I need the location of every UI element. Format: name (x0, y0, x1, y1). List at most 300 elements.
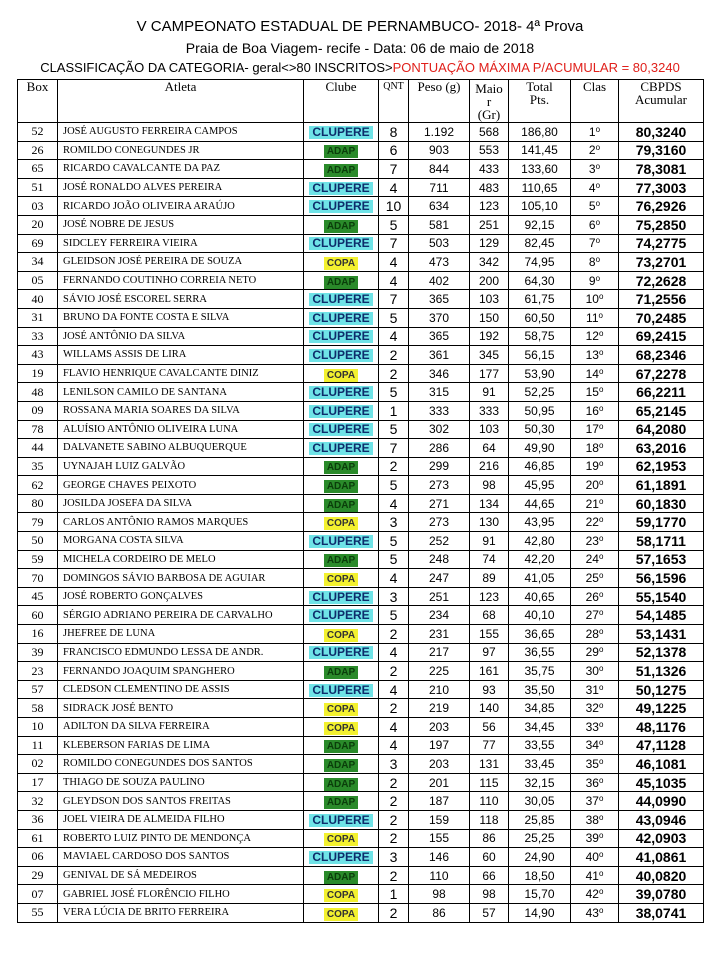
cell-cbpds: 65,2145 (619, 401, 704, 420)
cell-qnt: 3 (379, 755, 409, 774)
col-header-total-l2: Pts. (529, 92, 550, 107)
cell-total: 25,85 (509, 810, 571, 829)
cell-clas (571, 439, 619, 458)
cell-maior: 115 (470, 773, 509, 792)
table-row (18, 606, 704, 625)
cell-total: 92,15 (509, 215, 571, 234)
table-row (18, 420, 704, 439)
club-badge: COPA (324, 722, 358, 735)
cell-peso: 370 (409, 308, 470, 327)
cell-peso: 197 (409, 736, 470, 755)
cell-clube (304, 197, 379, 216)
ordinal-mark: o (598, 571, 604, 581)
cell-clas (571, 587, 619, 606)
cell-cbpds: 77,3003 (619, 178, 704, 197)
cell-cbpds: 49,1225 (619, 699, 704, 718)
cell-peso: 473 (409, 253, 470, 272)
cell-clas (571, 290, 619, 309)
cell-clube (304, 532, 379, 551)
cell-peso: 333 (409, 401, 470, 420)
cell-cbpds: 59,1770 (619, 513, 704, 532)
cell-cbpds: 75,2850 (619, 215, 704, 234)
cell-clube (304, 885, 379, 904)
cell-clas (571, 494, 619, 513)
table-row (18, 587, 704, 606)
cell-cbpds: 50,1275 (619, 680, 704, 699)
club-badge: ADAP (324, 164, 358, 177)
cell-total: 133,60 (509, 160, 571, 179)
cell-box: 11 (18, 736, 58, 755)
cell-box: 29 (18, 866, 58, 885)
club-badge: ADAP (324, 220, 358, 233)
col-header-maior-l2: r (486, 93, 492, 109)
cell-box: 23 (18, 662, 58, 681)
cell-atleta: VERA LÚCIA DE BRITO FERREIRA (58, 903, 304, 922)
cell-maior: 150 (470, 308, 509, 327)
cell-peso: 203 (409, 755, 470, 774)
cell-total: 35,75 (509, 662, 571, 681)
cell-clube (304, 643, 379, 662)
cell-clube (304, 680, 379, 699)
ordinal-mark: o (598, 403, 604, 413)
cell-clube (304, 587, 379, 606)
cell-peso: 711 (409, 178, 470, 197)
cell-atleta: JOSÉ ANTÔNIO DA SILVA (58, 327, 304, 346)
cell-clas (571, 271, 619, 290)
cell-clas (571, 866, 619, 885)
clas-number: 11 (586, 310, 599, 325)
cell-atleta: MORGANA COSTA SILVA (58, 532, 304, 551)
table-row (18, 160, 704, 179)
cell-box: 43 (18, 346, 58, 365)
cell-maior: 129 (470, 234, 509, 253)
cell-maior: 60 (470, 848, 509, 867)
cell-total: 44,65 (509, 494, 571, 513)
cell-cbpds: 57,1653 (619, 550, 704, 569)
clas-number: 27 (585, 608, 599, 623)
clas-number: 20 (585, 478, 599, 493)
clas-number: 25 (585, 571, 599, 586)
club-badge: ADAP (324, 796, 358, 809)
cell-box: 20 (18, 215, 58, 234)
table-row (18, 383, 704, 402)
cell-clas (571, 755, 619, 774)
cell-box: 36 (18, 810, 58, 829)
table-row (18, 866, 704, 885)
cell-cbpds: 63,2016 (619, 439, 704, 458)
cell-atleta: ROMILDO CONEGUNDES JR (58, 141, 304, 160)
cell-cbpds: 68,2346 (619, 346, 704, 365)
clas-number: 8 (588, 254, 596, 269)
cell-cbpds: 78,3081 (619, 160, 704, 179)
club-badge: CLUPERE (309, 386, 372, 399)
cell-peso: 365 (409, 290, 470, 309)
category-line (0, 60, 720, 75)
clas-number: 12 (585, 329, 599, 344)
cell-box: 55 (18, 903, 58, 922)
ordinal-mark: o (598, 738, 604, 748)
cell-clube (304, 699, 379, 718)
cell-maior: 110 (470, 792, 509, 811)
table-row (18, 662, 704, 681)
ordinal-mark: o (595, 143, 601, 153)
ordinal-mark: o (598, 366, 604, 376)
col-header-qnt: QNT (379, 80, 409, 123)
cell-box: 06 (18, 848, 58, 867)
clas-number: 18 (585, 440, 599, 455)
club-badge: CLUPERE (309, 684, 372, 697)
cell-box: 79 (18, 513, 58, 532)
table-row (18, 123, 704, 142)
cell-clas (571, 141, 619, 160)
cell-qnt: 2 (379, 773, 409, 792)
cell-cbpds: 44,0990 (619, 792, 704, 811)
cell-cbpds: 60,1830 (619, 494, 704, 513)
table-row (18, 253, 704, 272)
club-badge: COPA (324, 257, 358, 270)
cell-qnt: 1 (379, 401, 409, 420)
col-header-maior-l1: Maio (475, 80, 503, 96)
cell-maior: 131 (470, 755, 509, 774)
clas-number: 39 (585, 831, 599, 846)
cell-clube (304, 569, 379, 588)
cell-cbpds: 47,1128 (619, 736, 704, 755)
cell-maior: 345 (470, 346, 509, 365)
cell-peso: 273 (409, 513, 470, 532)
cell-box: 39 (18, 643, 58, 662)
cell-maior: 130 (470, 513, 509, 532)
cell-box: 31 (18, 308, 58, 327)
cell-atleta: FERNANDO COUTINHO CORREIA NETO (58, 271, 304, 290)
cell-maior: 118 (470, 810, 509, 829)
cell-cbpds: 70,2485 (619, 308, 704, 327)
clas-number: 30 (585, 664, 599, 679)
cell-clube (304, 420, 379, 439)
club-badge: ADAP (324, 499, 358, 512)
cell-atleta: FRANCISCO EDMUNDO LESSA DE ANDR. (58, 643, 304, 662)
club-badge: COPA (324, 833, 358, 846)
club-badge: ADAP (324, 759, 358, 772)
table-row (18, 625, 704, 644)
ordinal-mark: o (598, 385, 604, 395)
cell-total: 24,90 (509, 848, 571, 867)
cell-total: 42,80 (509, 532, 571, 551)
cell-box: 19 (18, 364, 58, 383)
table-row (18, 699, 704, 718)
cell-qnt: 5 (379, 215, 409, 234)
club-badge: CLUPERE (309, 126, 372, 139)
cell-atleta: DALVANETE SABINO ALBUQUERQUE (58, 439, 304, 458)
club-badge: CLUPERE (309, 237, 372, 250)
cell-peso: 187 (409, 792, 470, 811)
cell-atleta: SIDRACK JOSÉ BENTO (58, 699, 304, 718)
cell-peso: 234 (409, 606, 470, 625)
table-row (18, 550, 704, 569)
cell-maior: 140 (470, 699, 509, 718)
clas-number: 4 (588, 180, 596, 195)
clas-number: 13 (585, 347, 599, 362)
club-badge: CLUPERE (309, 423, 372, 436)
clas-number: 28 (585, 626, 599, 641)
cell-atleta: JOSÉ NOBRE DE JESUS (58, 215, 304, 234)
cell-clas (571, 643, 619, 662)
cell-total: 35,50 (509, 680, 571, 699)
cell-clube (304, 718, 379, 737)
cell-peso: 315 (409, 383, 470, 402)
clas-number: 26 (585, 589, 599, 604)
cell-total: 50,95 (509, 401, 571, 420)
cell-clube (304, 755, 379, 774)
cell-atleta: FERNANDO JOAQUIM SPANGHERO (58, 662, 304, 681)
ordinal-mark: o (598, 347, 604, 357)
table-row (18, 234, 704, 253)
cell-maior: 93 (470, 680, 509, 699)
cell-atleta: LENILSON CAMILO DE SANTANA (58, 383, 304, 402)
cell-clas (571, 625, 619, 644)
cell-qnt: 3 (379, 848, 409, 867)
cell-box: 69 (18, 234, 58, 253)
cell-maior: 64 (470, 439, 509, 458)
cell-qnt: 1 (379, 885, 409, 904)
cell-box: 16 (18, 625, 58, 644)
cell-box: 62 (18, 476, 58, 495)
ordinal-mark: o (598, 589, 604, 599)
cell-cbpds: 66,2211 (619, 383, 704, 402)
cell-qnt: 4 (379, 736, 409, 755)
cell-total: 30,05 (509, 792, 571, 811)
table-row (18, 364, 704, 383)
cell-qnt: 5 (379, 532, 409, 551)
clas-number: 19 (585, 459, 599, 474)
cell-total: 105,10 (509, 197, 571, 216)
cell-clas (571, 569, 619, 588)
cell-box: 48 (18, 383, 58, 402)
cell-total: 25,25 (509, 829, 571, 848)
cell-total: 41,05 (509, 569, 571, 588)
cell-clube (304, 457, 379, 476)
ordinal-mark: o (595, 217, 601, 227)
clas-number: 37 (585, 794, 599, 809)
cell-qnt: 4 (379, 271, 409, 290)
cell-clas (571, 680, 619, 699)
cell-clas (571, 457, 619, 476)
club-badge: CLUPERE (309, 293, 372, 306)
cell-clube (304, 253, 379, 272)
clas-number: 17 (585, 422, 599, 437)
cell-clube (304, 848, 379, 867)
cell-clube (304, 439, 379, 458)
clas-number: 32 (585, 701, 599, 716)
cell-atleta: ROBERTO LUIZ PINTO DE MENDONÇA (58, 829, 304, 848)
col-header-peso: Peso (g) (409, 80, 470, 123)
cell-peso: 286 (409, 439, 470, 458)
ordinal-mark: o (598, 422, 604, 432)
clas-number: 41 (585, 868, 599, 883)
cell-clube (304, 141, 379, 160)
cell-box: 17 (18, 773, 58, 792)
cell-cbpds: 51,1326 (619, 662, 704, 681)
ordinal-mark: o (595, 161, 601, 171)
cell-atleta: SIDCLEY FERREIRA VIEIRA (58, 234, 304, 253)
cell-clube (304, 550, 379, 569)
table-row (18, 736, 704, 755)
cell-peso: 247 (409, 569, 470, 588)
table-body (18, 123, 704, 923)
cell-qnt: 4 (379, 327, 409, 346)
ordinal-mark: o (598, 496, 604, 506)
ordinal-mark: o (598, 831, 604, 841)
cell-box: 60 (18, 606, 58, 625)
clas-number: 15 (585, 385, 599, 400)
table-row (18, 141, 704, 160)
cell-qnt: 4 (379, 643, 409, 662)
club-badge: CLUPERE (309, 814, 372, 827)
clas-number: 6 (588, 217, 596, 232)
cell-total: 82,45 (509, 234, 571, 253)
clas-number: 35 (585, 756, 599, 771)
club-badge: COPA (324, 908, 358, 921)
cell-total: 36,55 (509, 643, 571, 662)
cell-atleta: ROSSANA MARIA SOARES DA SILVA (58, 401, 304, 420)
table-row (18, 346, 704, 365)
cell-maior: 57 (470, 903, 509, 922)
ordinal-mark: o (598, 756, 604, 766)
table-row (18, 792, 704, 811)
cell-qnt: 7 (379, 160, 409, 179)
results-table (17, 79, 704, 923)
cell-peso: 219 (409, 699, 470, 718)
cell-maior: 483 (470, 178, 509, 197)
cell-qnt: 4 (379, 494, 409, 513)
category-label: CLASSIFICAÇÃO DA CATEGORIA- geral<>80 INSCRITOS> (40, 60, 393, 75)
cell-cbpds: 67,2278 (619, 364, 704, 383)
cell-cbpds: 79,3160 (619, 141, 704, 160)
cell-box: 44 (18, 439, 58, 458)
cell-clas (571, 308, 619, 327)
cell-atleta: GLEIDSON JOSÉ PEREIRA DE SOUZA (58, 253, 304, 272)
cell-peso: 844 (409, 160, 470, 179)
cell-clas (571, 215, 619, 234)
cell-clas (571, 197, 619, 216)
cell-total: 110,65 (509, 178, 571, 197)
cell-atleta: BRUNO DA FONTE COSTA E SILVA (58, 308, 304, 327)
ordinal-mark: o (598, 533, 604, 543)
cell-maior: 134 (470, 494, 509, 513)
cell-qnt: 4 (379, 718, 409, 737)
col-header-atleta: Atleta (58, 80, 304, 123)
cell-peso: 346 (409, 364, 470, 383)
cell-cbpds: 69,2415 (619, 327, 704, 346)
col-header-clas: Clas (571, 80, 619, 123)
cell-clube (304, 625, 379, 644)
cell-clube (304, 290, 379, 309)
cell-clube (304, 810, 379, 829)
cell-clas (571, 346, 619, 365)
table-row (18, 215, 704, 234)
cell-box: 51 (18, 178, 58, 197)
cell-maior: 103 (470, 420, 509, 439)
ordinal-mark: o (598, 329, 604, 339)
ordinal-mark: o (598, 701, 604, 711)
cell-box: 65 (18, 160, 58, 179)
cell-peso: 299 (409, 457, 470, 476)
cell-clube (304, 364, 379, 383)
cell-total: 36,65 (509, 625, 571, 644)
cell-clas (571, 718, 619, 737)
cell-total: 53,90 (509, 364, 571, 383)
cell-clas (571, 364, 619, 383)
cell-total: 141,45 (509, 141, 571, 160)
clas-number: 1 (588, 124, 596, 139)
cell-clas (571, 123, 619, 142)
cell-clas (571, 513, 619, 532)
cell-clas (571, 234, 619, 253)
cell-atleta: JOSÉ ROBERTO GONÇALVES (58, 587, 304, 606)
cell-peso: 225 (409, 662, 470, 681)
cell-clube (304, 346, 379, 365)
cell-peso: 402 (409, 271, 470, 290)
club-badge: ADAP (324, 461, 358, 474)
cell-cbpds: 80,3240 (619, 123, 704, 142)
cell-peso: 210 (409, 680, 470, 699)
table-row (18, 885, 704, 904)
cell-cbpds: 46,1081 (619, 755, 704, 774)
cell-qnt: 5 (379, 308, 409, 327)
cell-atleta: WILLAMS ASSIS DE LIRA (58, 346, 304, 365)
cell-peso: 98 (409, 885, 470, 904)
cell-qnt: 2 (379, 457, 409, 476)
clas-number: 22 (585, 515, 599, 530)
cell-peso: 86 (409, 903, 470, 922)
cell-qnt: 5 (379, 550, 409, 569)
cell-qnt: 3 (379, 587, 409, 606)
cell-clas (571, 885, 619, 904)
cell-atleta: SÉRGIO ADRIANO PEREIRA DE CARVALHO (58, 606, 304, 625)
cell-total: 61,75 (509, 290, 571, 309)
cell-clas (571, 736, 619, 755)
cell-total: 40,10 (509, 606, 571, 625)
cell-maior: 123 (470, 587, 509, 606)
cell-peso: 252 (409, 532, 470, 551)
cell-clas (571, 420, 619, 439)
cell-atleta: MICHELA CORDEIRO DE MELO (58, 550, 304, 569)
club-badge: CLUPERE (309, 349, 372, 362)
cell-total: 40,65 (509, 587, 571, 606)
cell-box: 70 (18, 569, 58, 588)
cell-total: 58,75 (509, 327, 571, 346)
clas-number: 34 (585, 738, 599, 753)
cell-cbpds: 58,1711 (619, 532, 704, 551)
cell-box: 33 (18, 327, 58, 346)
cell-clube (304, 513, 379, 532)
cell-total: 50,30 (509, 420, 571, 439)
cell-maior: 86 (470, 829, 509, 848)
cell-box: 02 (18, 755, 58, 774)
ordinal-mark: o (598, 905, 604, 915)
table-row (18, 829, 704, 848)
cell-clube (304, 327, 379, 346)
club-badge: COPA (324, 703, 358, 716)
cell-cbpds: 64,2080 (619, 420, 704, 439)
col-header-cbpds (619, 80, 704, 123)
cell-peso: 271 (409, 494, 470, 513)
club-badge: ADAP (324, 480, 358, 493)
cell-qnt: 4 (379, 680, 409, 699)
page-title: V CAMPEONATO ESTADUAL DE PERNAMBUCO- 2018- 4ª Prova (136, 18, 584, 35)
ordinal-mark: o (595, 180, 601, 190)
cell-qnt: 2 (379, 866, 409, 885)
cell-peso: 201 (409, 773, 470, 792)
